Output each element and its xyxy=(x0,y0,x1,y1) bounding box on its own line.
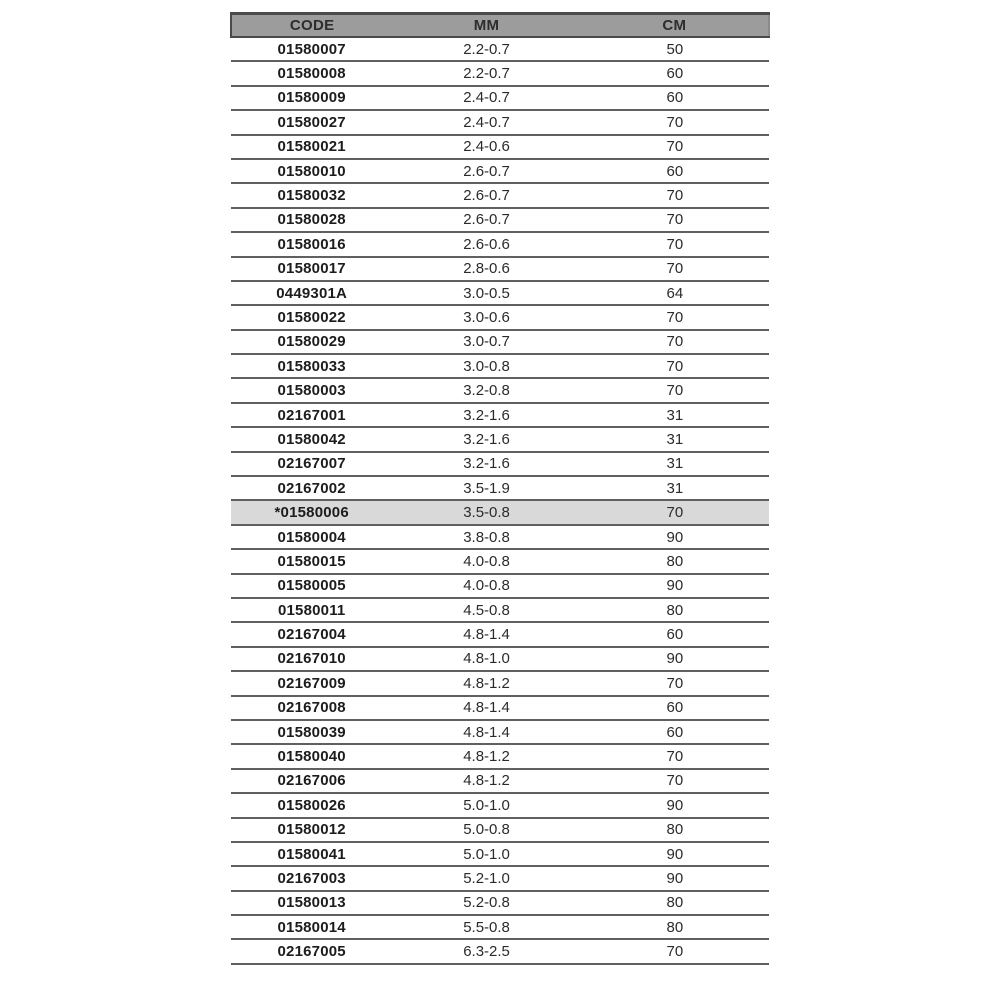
table-row xyxy=(231,549,769,573)
mm-cell: 3.5-1.9 xyxy=(392,476,580,500)
cm-cell: 60 xyxy=(581,61,769,85)
cm-cell: 70 xyxy=(581,208,769,232)
table-row xyxy=(231,378,769,402)
code-cell: 01580011 xyxy=(231,598,392,622)
mm-cell: 3.8-0.8 xyxy=(392,525,580,549)
mm-cell: 2.8-0.6 xyxy=(392,257,580,281)
mm-cell: 4.8-1.4 xyxy=(392,720,580,744)
table-row xyxy=(231,403,769,427)
code-cell: 01580026 xyxy=(231,793,392,817)
mm-cell: 4.5-0.8 xyxy=(392,598,580,622)
cm-cell: 70 xyxy=(581,744,769,768)
cm-cell: 70 xyxy=(581,769,769,793)
table-row xyxy=(231,647,769,671)
cm-cell: 60 xyxy=(581,159,769,183)
cm-cell: 90 xyxy=(581,793,769,817)
cm-cell: 80 xyxy=(581,598,769,622)
table-row xyxy=(231,159,769,183)
cm-cell: 31 xyxy=(581,452,769,476)
mm-cell: 4.0-0.8 xyxy=(392,549,580,573)
table-row xyxy=(231,696,769,720)
mm-cell: 2.4-0.7 xyxy=(392,86,580,110)
table-row xyxy=(231,939,769,963)
column-header-cm: CM xyxy=(581,14,769,38)
cm-cell: 70 xyxy=(581,257,769,281)
mm-cell: 5.0-1.0 xyxy=(392,793,580,817)
table-row xyxy=(231,671,769,695)
table-row xyxy=(231,793,769,817)
cm-cell: 60 xyxy=(581,622,769,646)
mm-cell: 5.2-0.8 xyxy=(392,891,580,915)
code-cell: 01580022 xyxy=(231,305,392,329)
mm-cell: 2.2-0.7 xyxy=(392,37,580,61)
code-cell: 01580016 xyxy=(231,232,392,256)
cm-cell: 50 xyxy=(581,37,769,61)
cm-cell: 90 xyxy=(581,866,769,890)
mm-cell: 4.8-1.4 xyxy=(392,622,580,646)
table-row xyxy=(231,720,769,744)
cm-cell: 80 xyxy=(581,818,769,842)
column-header-mm: MM xyxy=(392,14,580,38)
mm-cell: 5.5-0.8 xyxy=(392,915,580,939)
mm-cell: 3.2-1.6 xyxy=(392,452,580,476)
code-cell: 01580015 xyxy=(231,549,392,573)
product-spec-table xyxy=(230,12,770,965)
code-cell: 02167007 xyxy=(231,452,392,476)
code-cell: 01580027 xyxy=(231,110,392,134)
mm-cell: 3.2-1.6 xyxy=(392,403,580,427)
code-cell: 02167004 xyxy=(231,622,392,646)
table-row xyxy=(231,476,769,500)
code-cell: 0449301A xyxy=(231,281,392,305)
table-row xyxy=(231,818,769,842)
mm-cell: 3.0-0.5 xyxy=(392,281,580,305)
cm-cell: 60 xyxy=(581,720,769,744)
cm-cell: 70 xyxy=(581,183,769,207)
table-row xyxy=(231,525,769,549)
table-row xyxy=(231,37,769,61)
code-cell: 01580014 xyxy=(231,915,392,939)
mm-cell: 3.2-1.6 xyxy=(392,427,580,451)
code-cell: 02167005 xyxy=(231,939,392,963)
code-cell: 01580021 xyxy=(231,135,392,159)
code-cell: *01580006 xyxy=(231,500,392,524)
cm-cell: 70 xyxy=(581,939,769,963)
code-cell: 01580028 xyxy=(231,208,392,232)
table-row xyxy=(231,598,769,622)
mm-cell: 4.8-1.0 xyxy=(392,647,580,671)
code-cell: 02167008 xyxy=(231,696,392,720)
code-cell: 01580008 xyxy=(231,61,392,85)
cm-cell: 70 xyxy=(581,330,769,354)
mm-cell: 2.4-0.7 xyxy=(392,110,580,134)
code-cell: 02167009 xyxy=(231,671,392,695)
table-row xyxy=(231,110,769,134)
code-cell: 01580012 xyxy=(231,818,392,842)
code-cell: 02167001 xyxy=(231,403,392,427)
cm-cell: 60 xyxy=(581,696,769,720)
table-row xyxy=(231,281,769,305)
code-cell: 01580004 xyxy=(231,525,392,549)
code-cell: 01580003 xyxy=(231,378,392,402)
table-row xyxy=(231,183,769,207)
table-row xyxy=(231,208,769,232)
cm-cell: 70 xyxy=(581,378,769,402)
table-header-row xyxy=(231,14,769,38)
mm-cell: 5.2-1.0 xyxy=(392,866,580,890)
code-cell: 01580042 xyxy=(231,427,392,451)
mm-cell: 4.0-0.8 xyxy=(392,574,580,598)
table-row xyxy=(231,305,769,329)
table-row xyxy=(231,354,769,378)
cm-cell: 90 xyxy=(581,842,769,866)
cm-cell: 90 xyxy=(581,525,769,549)
mm-cell: 4.8-1.2 xyxy=(392,671,580,695)
table-row xyxy=(231,842,769,866)
mm-cell: 2.6-0.7 xyxy=(392,159,580,183)
code-cell: 01580007 xyxy=(231,37,392,61)
table-body xyxy=(231,37,769,964)
code-cell: 01580040 xyxy=(231,744,392,768)
table-row xyxy=(231,915,769,939)
code-cell: 02167010 xyxy=(231,647,392,671)
table-row xyxy=(231,622,769,646)
code-cell: 01580029 xyxy=(231,330,392,354)
cm-cell: 80 xyxy=(581,549,769,573)
code-cell: 01580039 xyxy=(231,720,392,744)
code-cell: 01580010 xyxy=(231,159,392,183)
mm-cell: 3.5-0.8 xyxy=(392,500,580,524)
code-cell: 01580005 xyxy=(231,574,392,598)
cm-cell: 31 xyxy=(581,476,769,500)
cm-cell: 70 xyxy=(581,135,769,159)
mm-cell: 5.0-1.0 xyxy=(392,842,580,866)
mm-cell: 5.0-0.8 xyxy=(392,818,580,842)
table-row xyxy=(231,232,769,256)
mm-cell: 4.8-1.2 xyxy=(392,744,580,768)
cm-cell: 70 xyxy=(581,232,769,256)
table-row xyxy=(231,769,769,793)
cm-cell: 70 xyxy=(581,305,769,329)
cm-cell: 31 xyxy=(581,403,769,427)
table-row xyxy=(231,61,769,85)
mm-cell: 2.2-0.7 xyxy=(392,61,580,85)
table-row xyxy=(231,866,769,890)
code-cell: 01580009 xyxy=(231,86,392,110)
cm-cell: 31 xyxy=(581,427,769,451)
cm-cell: 90 xyxy=(581,647,769,671)
column-header-code: CODE xyxy=(231,14,392,38)
table-row xyxy=(231,86,769,110)
table-row xyxy=(231,135,769,159)
table-row xyxy=(231,891,769,915)
code-cell: 01580013 xyxy=(231,891,392,915)
code-cell: 02167006 xyxy=(231,769,392,793)
mm-cell: 2.6-0.6 xyxy=(392,232,580,256)
code-cell: 01580033 xyxy=(231,354,392,378)
cm-cell: 70 xyxy=(581,354,769,378)
code-cell: 02167002 xyxy=(231,476,392,500)
mm-cell: 3.0-0.6 xyxy=(392,305,580,329)
cm-cell: 60 xyxy=(581,86,769,110)
mm-cell: 3.0-0.7 xyxy=(392,330,580,354)
cm-cell: 70 xyxy=(581,671,769,695)
cm-cell: 70 xyxy=(581,500,769,524)
mm-cell: 3.0-0.8 xyxy=(392,354,580,378)
cm-cell: 90 xyxy=(581,574,769,598)
table-row xyxy=(231,452,769,476)
table-row xyxy=(231,257,769,281)
cm-cell: 80 xyxy=(581,915,769,939)
mm-cell: 2.4-0.6 xyxy=(392,135,580,159)
mm-cell: 4.8-1.4 xyxy=(392,696,580,720)
mm-cell: 2.6-0.7 xyxy=(392,208,580,232)
mm-cell: 3.2-0.8 xyxy=(392,378,580,402)
mm-cell: 6.3-2.5 xyxy=(392,939,580,963)
table-row xyxy=(231,744,769,768)
table-row xyxy=(231,330,769,354)
mm-cell: 2.6-0.7 xyxy=(392,183,580,207)
table-row xyxy=(231,574,769,598)
table-row xyxy=(231,500,769,524)
code-cell: 01580032 xyxy=(231,183,392,207)
cm-cell: 64 xyxy=(581,281,769,305)
code-cell: 02167003 xyxy=(231,866,392,890)
code-cell: 01580017 xyxy=(231,257,392,281)
table-row xyxy=(231,427,769,451)
mm-cell: 4.8-1.2 xyxy=(392,769,580,793)
cm-cell: 80 xyxy=(581,891,769,915)
code-cell: 01580041 xyxy=(231,842,392,866)
cm-cell: 70 xyxy=(581,110,769,134)
